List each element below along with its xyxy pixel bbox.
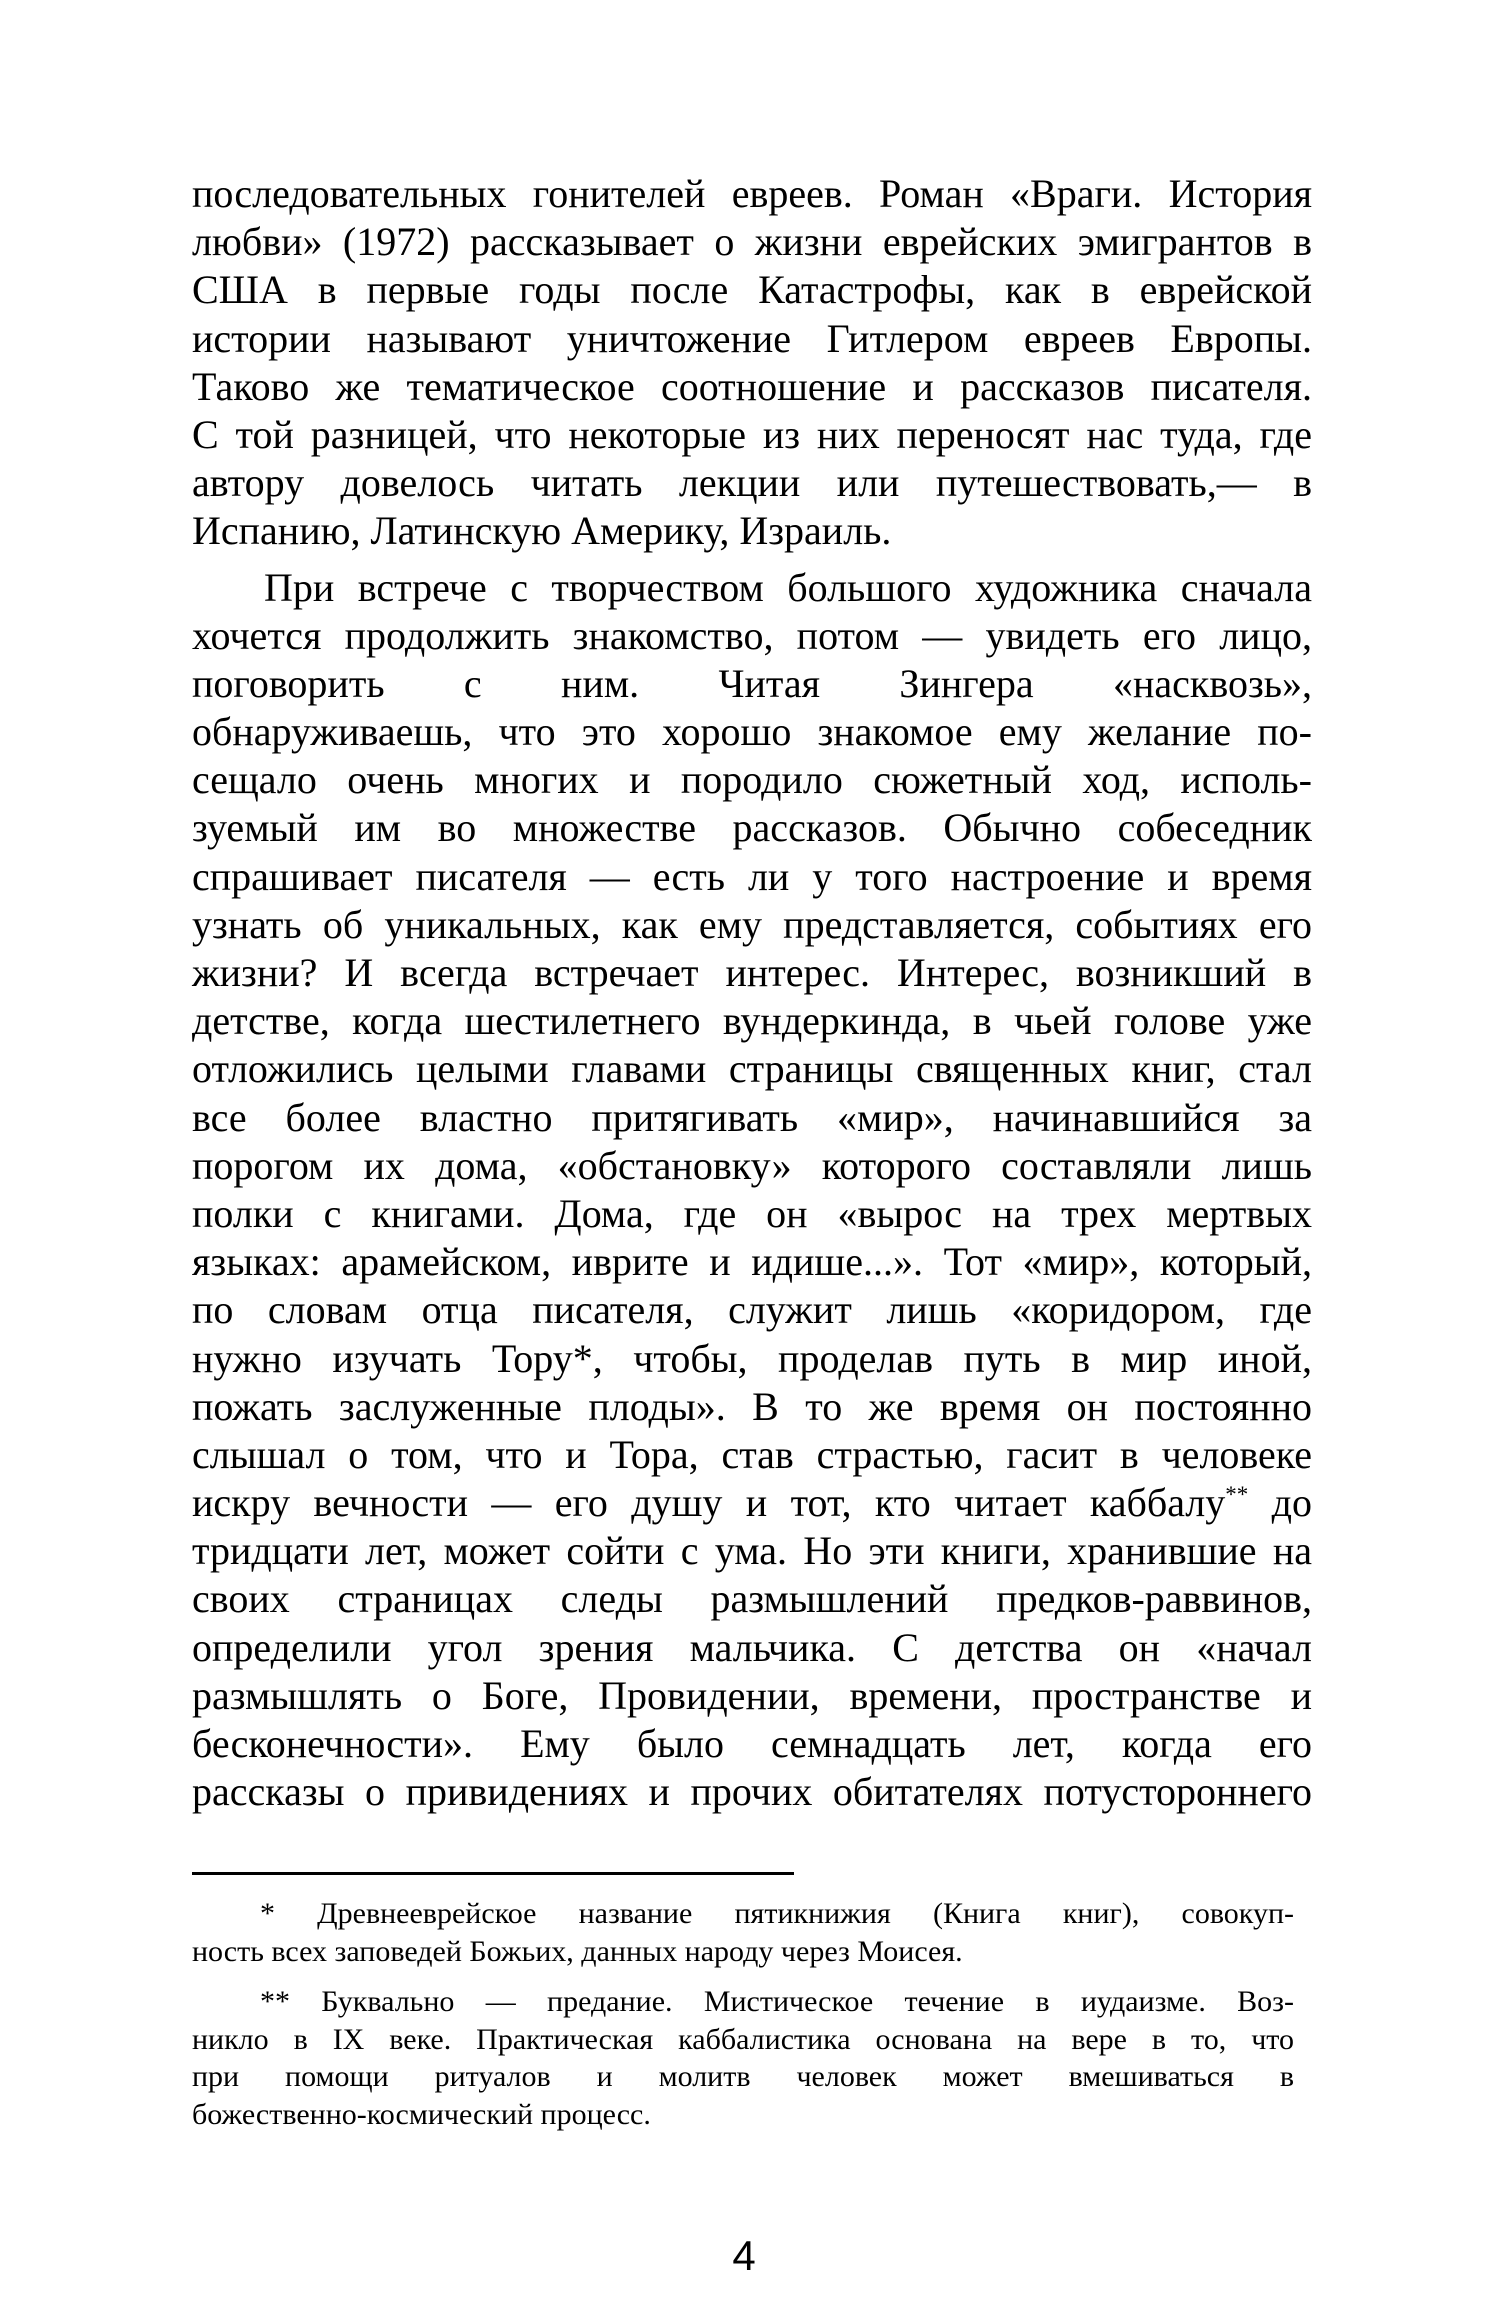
footnote-line: никло в IX веке. Практическая каббалистика основана на вере в то, что	[192, 2022, 1294, 2056]
text-line: полки с книгами. Дома, где он «вырос на трех мертвых	[192, 1190, 1312, 1236]
text-line: автору довелось читать лекции или путешествовать,— в	[192, 460, 1312, 506]
text-line: тридцати лет, может сойти с ума. Но эти книги, хранившие на	[192, 1528, 1312, 1574]
footnote-line: божественно-космический процесс.	[192, 2097, 651, 2131]
text-segment: искру вечности — его душу и тот, кто читает каббалу	[192, 1480, 1226, 1526]
text-line: по словам отца писателя, служит лишь «коридором, где	[192, 1287, 1312, 1333]
footnote-line: ** Буквально — предание. Мистическое течение в иудаизме. Воз-	[260, 1985, 1294, 2018]
text-line: своих страницах следы размышлений предков-раввинов,	[192, 1576, 1312, 1622]
footnotes	[192, 1895, 1294, 2133]
text-line: При встрече с творчеством большого художника сначала	[264, 564, 1312, 610]
text-line: США в первые годы после Катастрофы, как в еврейской	[192, 267, 1312, 313]
text-line: детстве, когда шестилетнего вундеркинда, в чьей голове уже	[192, 998, 1312, 1044]
text-line: размышлять о Боге, Провидении, времени, пространстве и	[192, 1672, 1312, 1718]
text-line: определили угол зрения мальчика. С детства он «начал	[192, 1624, 1312, 1670]
text-line: бесконечности». Ему было семнадцать лет, когда его	[192, 1721, 1312, 1766]
footnote-line: при помощи ритуалов и молитв человек может вмешиваться в	[192, 2060, 1294, 2093]
text-line: Таково же тематическое соотношение и рассказов писателя.	[192, 363, 1312, 409]
text-line: нужно изучать Тору*, чтобы, проделав путь в мир иной,	[192, 1335, 1312, 1381]
text-segment: до	[1248, 1480, 1313, 1526]
text-line: отложились целыми главами страницы священных книг, стал	[192, 1046, 1312, 1092]
text-line: спрашивает писателя — есть ли у того настроение и время	[192, 853, 1312, 899]
text-line: истории называют уничтожение Гитлером евреев Европы.	[192, 315, 1312, 361]
text-line: зуемый им во множестве рассказов. Обычно собеседник	[192, 805, 1312, 851]
text-line: Испанию, Латинскую Америку, Израиль.	[192, 508, 892, 554]
footnote-line: * Древнееврейское название пятикнижия (Книга книг), совокуп-	[260, 1897, 1294, 1930]
text-line: поговорить с ним. Читая Зингера «насквозь»,	[192, 660, 1312, 706]
text-line: пожать заслуженные плоды». В то же время он постоянно	[192, 1383, 1312, 1429]
text-line: обнаруживаешь, что это хорошо знакомое ему желание по-	[192, 709, 1312, 755]
text-line: рассказы о привидениях и прочих обитателях потустороннего	[192, 1769, 1312, 1815]
text-line: последовательных гонителей евреев. Роман «Враги. История	[192, 171, 1312, 216]
text-line: С той разницей, что некоторые из них переносят нас туда, где	[192, 411, 1312, 457]
text-line-kabbalah	[192, 1479, 1312, 1527]
footnote-separator	[192, 1872, 794, 1875]
footnote-mark: **	[1225, 1482, 1249, 1508]
footnote-line: ность всех заповедей Божьих, данных народу через Моисея.	[192, 1934, 963, 1968]
text-line: хочется продолжить знакомство, потом — увидеть его лицо,	[192, 612, 1312, 658]
text-line: жизни? И всегда встречает интерес. Интерес, возникший в	[192, 950, 1312, 995]
text-line: слышал о том, что и Тора, став страстью, гасит в человеке	[192, 1431, 1312, 1477]
text-line: порогом их дома, «обстановку» которого составляли лишь	[192, 1142, 1312, 1188]
main-text	[192, 170, 1312, 1816]
page-number: 4	[732, 2232, 756, 2279]
text-line: любви» (1972) рассказывает о жизни еврейских эмигрантов в	[192, 219, 1312, 265]
text-line: узнать об уникальных, как ему представляется, событиях его	[192, 901, 1312, 947]
text-line: сещало очень многих и породило сюжетный ход, исполь-	[192, 757, 1312, 803]
text-line: все более властно притягивать «мир», начинавшийся за	[192, 1094, 1312, 1140]
text-line: языках: арамейском, иврите и идише...». Тот «мир», который,	[192, 1239, 1312, 1285]
